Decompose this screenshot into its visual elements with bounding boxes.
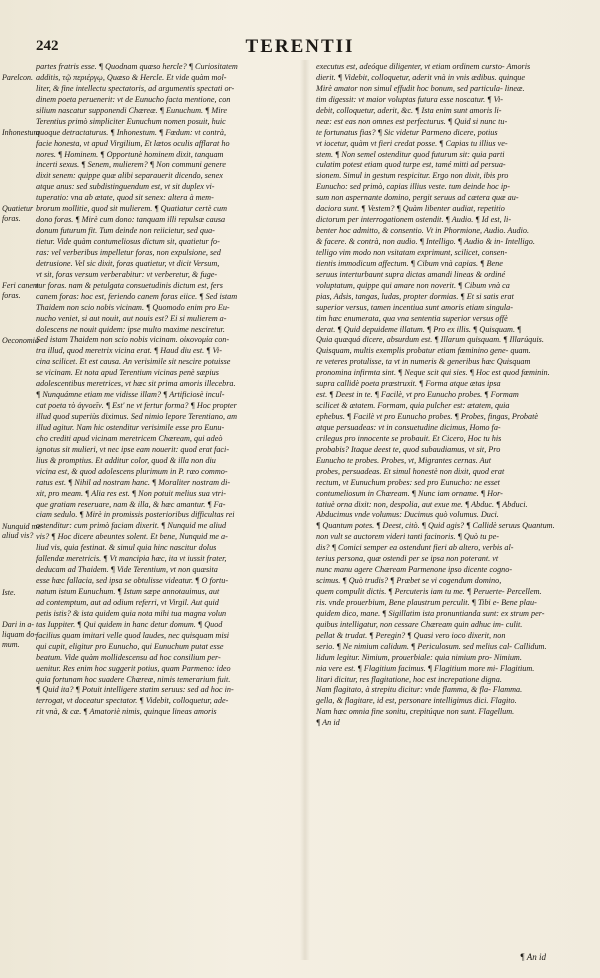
left-text-line: ras: vel verberibus impelletur foras, non expulsione, sed [36,247,221,257]
left-text-line: xit, pro meam. ¶ Alia res est. ¶ Non potuit melius sua vtri- [36,488,226,498]
left-text-line: additis, τῷ περιέργῳ, Quæso & Hercle. Et vide quàm mol- [36,72,227,82]
left-text-line: cina scilicet. Et est causa. An verisimile sit nescire potuisse [36,357,231,367]
left-text-line: rit vnà, & cæ. ¶ Amatoriè nimis, quinque lineas amoris [36,707,217,717]
left-text-line: cho crediti apud vicinam meretricem Chæream, qui adeò [36,433,223,443]
left-text-line: vicina est, & quod adolescens plurimum in P. ræo commo- [36,466,228,476]
right-text-line: Quisquam, multis exemplis probatur etiam fœminino gene- quam. [316,346,531,356]
left-text-line: ignotus sit mulieri, vt nec ipse eam nouerit: quod erat faci- [36,444,230,454]
right-text-line: Mirè amator non simul effudit hoc bonum, sed particula- lineæ. [316,83,525,93]
right-text-line: est. ¶ Deest in te. ¶ Facilè, vt pro Eunucho probes. ¶ Formam [316,390,519,400]
left-text-line: detrusione. Vel sic dixit, foras quatietur, vt dicit Versum, [36,258,220,268]
right-text-line: tim hæc enumerata, qua vna sententia superior versus offè [316,313,508,323]
right-text-line: stem. ¶ Non semel ostenditur quod futurum sit: quia parti [316,149,505,159]
right-text-line: voluptatum, quippe qui amare non noverit. ¶ Cibum vnà ca [316,280,510,290]
left-text-line: uenitur. Res enim hoc suggerit potius, quam Parmeno: ideo [36,663,231,673]
right-text-line: & facere. & contrà, non audio. ¶ Intelligo. ¶ Audio & in- Intelligo. [316,237,535,246]
right-text-line: executus est, adeóque diligenter, vt etiam ordinem cursto- Amoris [316,62,531,71]
left-text-line: natum istum Eunuchum. ¶ Istum sæpe annotauimus, aut [36,587,220,596]
right-text-line: probes, persuadeas. Et simul honestè non dixit, quod erat [316,466,505,476]
left-text-line: illud quod superiùs diximus. Sed nimio lepore Terentiano, am [36,412,238,421]
left-text-line: donum futurum fit. Tum deinde non reiicietur, sed qua- [36,226,215,236]
left-text-line: nores. ¶ Hominem. ¶ Opportunè hominem dixit, tanquam [36,149,224,159]
right-text-line: atque persuadeas: vt in consuetudine dicimus, Homo fa- [316,422,501,432]
left-text-line: silium nascatur supponendi Chæreæ. ¶ Eunuchum. ¶ Mire [36,105,228,115]
right-text-line: nia vere est. ¶ Flagitium facimus. ¶ Flagitium more mi- Flagitium. [316,663,535,673]
left-text-line: ¶ Quid ita? ¶ Potuit intelligere statim seruus: sed ad hoc in- [36,685,234,695]
right-text-line: Quia quæquá dicere, absurdum est. ¶ Illarum quisquam. ¶ Illarúquis. [316,335,544,345]
left-text-line: cat poeta τὸ ἀγνοεῖν. ¶ Est' ne vt fertur forma? ¶ Hoc propter [36,401,237,411]
right-text-line: gella, & flagitare, id est, personare intelligimus dici. Flagito. [316,696,517,706]
page-number: 242 [36,38,59,54]
margin-note: Inhonestum [2,127,40,137]
right-text-line: sum non aspernante domino, pergit seruus ad cætera quæ au- [316,193,519,203]
left-text-line: dono foras. ¶ Mirè cum dono: tanquam illi repulsæ causa [36,215,226,225]
right-text-line: scilicet & ætatem. Formam, quia pulcher est: ætatem, quia [316,401,510,411]
left-text-line: incerti sexus. ¶ Senem, mulierem? ¶ Non communi genere [36,160,226,170]
right-text-line: ¶ An id [316,718,340,728]
left-text-line: deducam ad Thaidem. ¶ Vide Terentium, vt non quæsita [36,565,218,575]
left-text-line: esse hæc fallacia, sed ipsa se obtulisse videatur. ¶ O fortu- [36,576,229,586]
right-text-line: Nam hæc omnia fine sonitu, crepitúque non sunt. Flagellum. [316,707,515,717]
column-gutter [300,60,310,960]
left-text-line: liter, & fine intellectu spectatoris, ad argumentis spectati or- [36,83,235,93]
left-text-line: ratus est. ¶ Nihil ad nostram hanc. ¶ Moraliter nostram di- [36,477,231,487]
right-text-line: probabis? Itaque deest te, quod subaudiamus, vt sit, Pro [316,444,501,454]
left-text-line: tra illud, quod meretrix vicina erat. ¶ Haud diu est. ¶ Vi- [36,346,222,356]
right-text-line: culatim potest etiam quod turpe est, tamé mitti ad persua- [316,160,506,170]
right-text-line: tatiuè orna dixit: non, despolia, aut exue me. ¶ Abduc. ¶ Abduci. [316,499,528,509]
left-text-line: qui cupit, eligitur pro Eunucho, qui Eunuchum putat esse [36,641,224,651]
right-text-line: scimus. ¶ Quò trudis? ¶ Præbet se vi cogendum domino, [316,576,502,586]
right-text-line: dis? ¶ Comici semper ea ostendunt fieri ab altero, verbis al- [316,543,514,553]
right-text-line: lidum legitur. Nimium, prouerbiale: quia nimium pro- Nimium. [316,652,522,662]
margin-note: Dari in a-liquam do-mum. [2,620,37,649]
left-text-line: Thaidem non scio nobis vicinam. ¶ Quomodo enim pro Eu- [36,302,230,312]
left-text-line: vis? ¶ Hoc dicere abeuntes solent. Et bene, Nunquid me a- [36,532,228,542]
right-text-line: sionem. Simul in gestum respicitur. Ergo non dixit, ibis pro [316,171,509,181]
right-text-line: te fortunatus fias? ¶ Sic videtur Parmeno dicere, potius [316,127,498,137]
right-text-line: debit, colloquetur, aderit, &c. ¶ Ista enim sunt amoris li- [316,105,502,115]
left-text-line: tur foras. nam & petulgata consuetudinis dictum est, fers [36,280,223,290]
left-text-line: nucho veniet, si aut nouit, aut nouis est? Ei si mulierem a- [36,313,227,323]
left-text-line: que gratiam reseruare, nam & illa, & hæc amantur. ¶ Fa- [36,499,226,509]
right-text-line: nunc manu agere Chæream Parmenone ipso dicente cogno- [316,565,513,575]
right-text-line: Eunucho te probes. Probes, vt, Migrantes cernas. Aut [316,455,492,465]
left-text-line: dixit senem: quippe quæ alibi separauerit dicendo, senex [36,171,223,181]
catchword: ¶ An id [520,952,547,962]
left-text-line: facie honesta, vt apud Virgilium, Et lætos oculis afflarat ho [36,138,230,148]
running-title: TERENTII [245,36,355,57]
right-text-line: tientis immodicum affectum. ¶ Cibum vnà capias. ¶ Bene [316,258,503,268]
left-text-line: fallendæ meretricis. ¶ Vt mancipia hæc, ita vt iussit frater, [36,554,227,564]
right-text-line: tim digessit: vt maior voluptas futura esse noscatur. ¶ Vi- [316,94,503,104]
right-text-line: superior versus, tamen incentiua sunt amoris etiam singula- [316,302,513,312]
right-text-line: ephebus. ¶ Facilè vt pro Eunucho probes. ¶ Probes, fingas, Probatè [316,412,539,421]
left-text-line: lius & promptius. Et additur color, quod & illa non diu [36,455,216,465]
left-text-line: beatum. Vide quàm mollidescensu ad hoc consilium per- [36,652,221,662]
left-text-line: dinem poeta peruenerit: vt de Eunucho facta mentione, con [36,94,231,104]
right-text-line: Abducimus vnde volumus: Ducimus quò volumus. Duci. [316,510,499,520]
right-text-column [316,62,582,729]
right-text-line: benter hoc admitto, & consentio. Vt in Phormione, Audio. Audio. [316,226,530,236]
right-text-line: quem compulit dictis. ¶ Percuteris iam tu me. ¶ Peruerte- Percellem. [316,587,542,596]
right-text-line: non vult se auctorem videri tanti facinoris. ¶ Quò tu pe- [316,532,499,542]
right-text-line: pronomina infirmta sint. ¶ Neque scit qui sies. ¶ Hoc est quod fœminin. [316,368,550,378]
right-text-line: litari dicitur, res flagitatione, hoc est increpatione digna. [316,674,502,684]
left-text-line: ad contemptum, aut ad odium referri, vt Virgil. Aut quid [36,597,219,607]
left-text-line: liud vis, quia festinat. & simul quia hinc nascitur dolus [36,543,217,553]
left-text-line: dolescens ne nouit quidem: ipse multo maxime nesciretur. [36,324,225,334]
margin-note: Parelcon. [2,72,34,82]
right-text-line: rectum, vt Eunuchum probes: sed pro Eunucho: ne esset [316,477,500,487]
margin-note: Iste. [2,587,16,597]
margin-note: Nunquid me aliud vis? [2,521,41,541]
right-text-line: ris. vnde prouerbium, Bene plaustrum perculit. ¶ Tibi e- Bene plau- [316,597,537,607]
right-text-line: ¶ Quantum potes. ¶ Deest, citò. ¶ Quid agis? ¶ Callidè seruus Quantum. [316,521,555,531]
left-text-line: illud agitur. Nam hic ostenditur verisimile esse pro Eunu- [36,422,225,432]
margin-note: Quatietur foras. [2,204,34,223]
left-text-line: se vicinam. Et nota apud Terentium vicinas penè sæpius [36,368,219,378]
right-text-line: telligo vim modo non vsitatam exprimunt, scilicet, consen- [316,247,508,257]
left-text-line: quoque detractaturus. ¶ Inhonestum. ¶ Fœdum: vt contrà, [36,127,227,137]
right-text-line: dierit. ¶ Videbit, colloquetur, aderit vnà in vnis ædibus. quinque [316,72,526,82]
left-text-line: ciam sedulo. ¶ Mirè in promissis posterioribus difficultas rei [36,510,235,520]
left-text-line: brorum mollitie, quod sit mulierem. ¶ Quatiatur certè cum [36,204,228,214]
right-text-line: dictorum per interrogationem ostendit. ¶ Audio. ¶ Id est, li- [316,215,512,225]
left-text-line: Sed istam Thaidem non scio nobis vicinam. οἰκονομία con- [36,335,230,345]
right-text-line: neæ: est eas non omnes est perfecturus. ¶ Quid si nunc tu- [316,116,508,126]
left-text-line: ostenditur: cum primò faciam dixerit. ¶ Nunquid me aliud [36,521,227,531]
left-text-line: canem foras: hoc est, feriendo canem foras eiice. ¶ Sed istam [36,291,238,301]
margin-note: Feri canem foras. [2,281,39,300]
right-text-line: pellat & trudat. ¶ Peregin? ¶ Quasi vero ioco dixerit, non [316,630,506,640]
left-text-line: atque anus: sed subdistinguendum est, vt sit duplex vi- [36,182,215,192]
left-text-line: ¶ Nunquámne etiam me vidisse illam? ¶ Artificiosè incul- [36,390,225,400]
margin-note: Oeconomia [2,335,39,345]
left-text-line: tietur. Vide quàm contumeliosus dictum sit, quatietur fo- [36,237,220,246]
right-text-line: derat. ¶ Quid depuideme illatum. ¶ Pro ex illis. ¶ Quisquam. ¶ [316,324,522,334]
right-text-line: seruus interturbaunt supra dictas amandi lineas & ordiné [316,269,506,279]
right-text-line: supra callidè poeta præstruxit. ¶ Forma atque ætas ipsa [316,379,501,389]
right-text-line: vt iocetur, quàm vt fieri credat posse. ¶ Capias tu illius ve- [316,138,508,148]
right-text-line: terius persona, quæ ostendi per se ipsa non poterant. vt [316,554,499,564]
left-text-line: partes fratris esse. ¶ Quodnam quæso hercle? ¶ Curiositatem [36,62,238,71]
right-text-line: pias, Adsis, tangas, ludas, propter dormias. ¶ Et si satis erat [316,291,514,301]
left-text-column [36,62,296,718]
right-text-line: daciora sunt. ¶ Vestem? ¶ Quàm libenter audiat, repetitio [316,204,505,214]
left-text-line: tuperatio: vna ab ætate, quod sit senex: altera à mem- [36,193,214,203]
right-text-line: quidem dico, mane. ¶ Sigillatim ista pronuntianda sunt: ex strum per- [316,608,545,618]
left-text-line: adolescentibus meretrices, vt hæc sit prima amoris illecebra. [36,379,236,389]
right-text-line: Eunucho: sed primò, capias illius veste. tum deinde hoc ip- [316,182,510,192]
left-text-line: tas Iuppiter. ¶ Qui quidem in hanc detur domum. ¶ Quod [36,619,223,629]
right-text-line: crilegus pro innocente se probauit. Et Cicero, Hoc tu his [316,433,502,443]
left-text-line: petis istis? & ista quidem quia nota mihi tua magna volun [36,608,227,618]
left-text-line: facilius quam imitari velle quod laudes, nec quisquam misi [36,630,230,640]
right-text-line: contumeliosum in Chæream. ¶ Nunc iam orname. ¶ Hor- [316,488,503,498]
page-header [0,36,600,62]
right-text-line: re veteres protulisse, ta vt in numeris & generibus hæc Quisquam [316,357,531,367]
left-text-line: Terentius primò simpliciter Eunuchum nomen posuit, huic [36,116,226,126]
right-text-line: quibus intelligatur, non cessare Chæream quin adhuc im- culit. [316,619,523,629]
left-text-line: vt sit, foras versum verberabitur: vt verberetur, & fuge- [36,269,218,279]
right-text-line: Nam flagitato, à strepitu dicitur: vnde flamma, & fla- Flamma. [316,685,523,695]
right-text-line: serio. ¶ Ne nimium calidum. ¶ Periculosum. sed melius cal- Callidum. [316,641,547,651]
left-text-line: quia fortunam hoc suadere Chæreæ, nimis temerarium fuit. [36,674,231,684]
left-text-line: terrogat, vt doceatur spectator. ¶ Videbit, colloquetur, ade- [36,696,229,706]
